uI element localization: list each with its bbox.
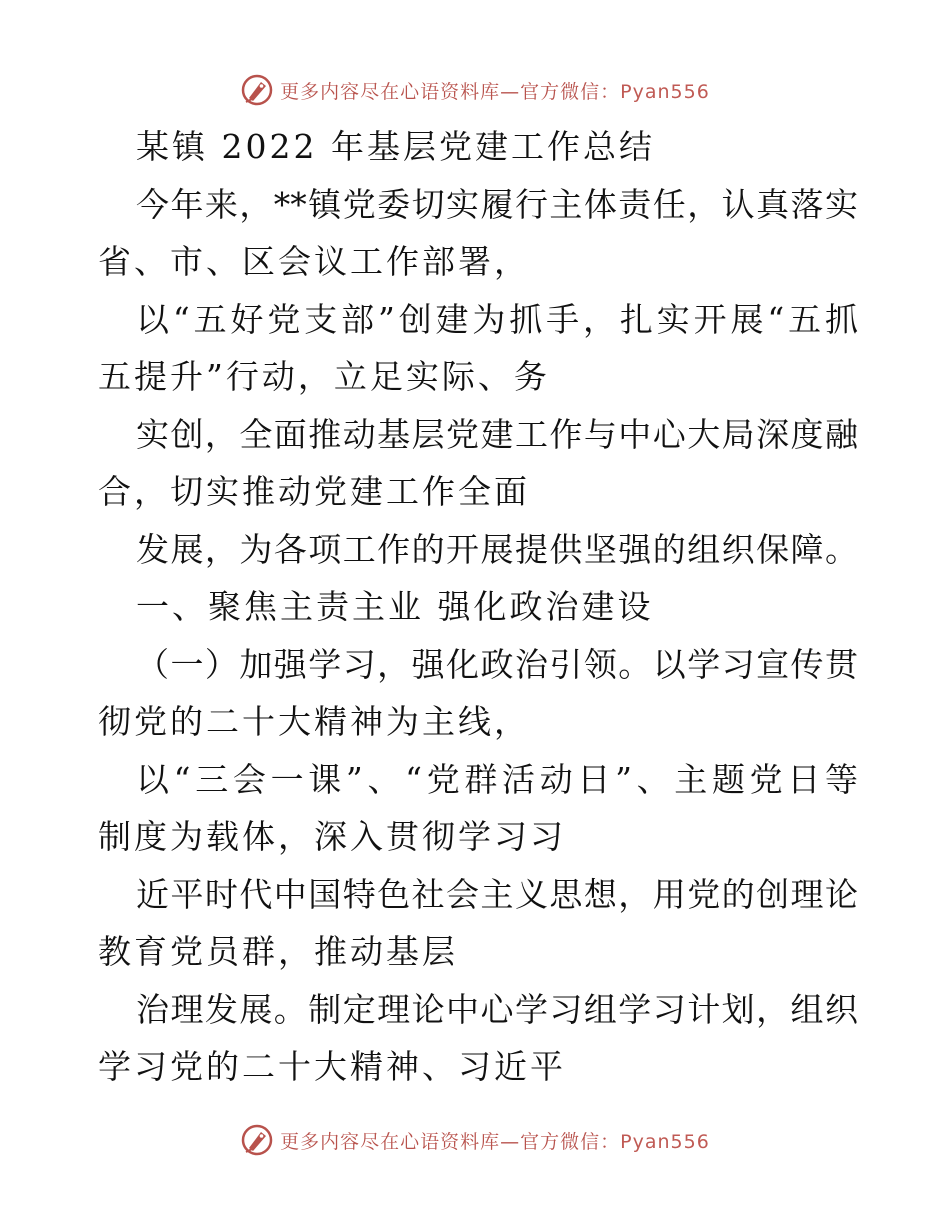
watermark-slogan: 更多内容尽在心语资料库—官方微信： bbox=[280, 1130, 621, 1153]
text-line: 学习党的二十大精神、习近平 bbox=[98, 1047, 566, 1086]
text-line: 发展，为各项工作的开展提供坚强的组织保障。 bbox=[136, 529, 858, 569]
watermark-banner-top bbox=[0, 70, 950, 110]
text-line: 治理发展。制定理论中心学习组学习计划，组织 bbox=[136, 989, 858, 1029]
watermark-text bbox=[280, 77, 710, 104]
watermark-slogan: 更多内容尽在心语资料库—官方微信： bbox=[280, 80, 621, 103]
watermark-account: Pyan556 bbox=[620, 80, 710, 103]
watermark-text bbox=[280, 1127, 710, 1154]
red-pen-nib-logo-icon bbox=[240, 1123, 274, 1157]
text-line: （一）加强学习，强化政治引领。以学习宣传贯 bbox=[136, 644, 858, 684]
text-line: 实创，全面推动基层党建工作与中心大局深度融 bbox=[136, 414, 858, 454]
red-pen-nib-logo-icon bbox=[240, 73, 274, 107]
text-line: 某镇 2022 年基层党建工作总结 bbox=[136, 127, 655, 166]
watermark-banner-bottom bbox=[0, 1120, 950, 1160]
text-line: 制度为载体，深入贯彻学习习 bbox=[98, 817, 566, 856]
text-line: 以“五好党支部”创建为抓手，扎实开展“五抓 bbox=[136, 299, 858, 339]
text-line: 今年来，**镇党委切实履行主体责任，认真落实 bbox=[136, 184, 858, 224]
text-line: 省、市、区会议工作部署， bbox=[98, 242, 530, 281]
text-line: 合，切实推动党建工作全面 bbox=[98, 472, 530, 511]
text-line: 一、聚焦主责主业 强化政治建设 bbox=[136, 587, 654, 626]
text-line: 以“三会一课”、“党群活动日”、主题党日等 bbox=[136, 759, 858, 799]
watermark-account: Pyan556 bbox=[620, 1130, 710, 1153]
document-body bbox=[98, 118, 858, 1096]
text-line: 五提升”行动，立足实际、务 bbox=[98, 357, 550, 396]
text-line: 彻党的二十大精神为主线， bbox=[98, 702, 530, 741]
text-line: 近平时代中国特色社会主义思想，用党的创理论 bbox=[136, 874, 858, 914]
text-line: 教育党员群，推动基层 bbox=[98, 932, 458, 971]
